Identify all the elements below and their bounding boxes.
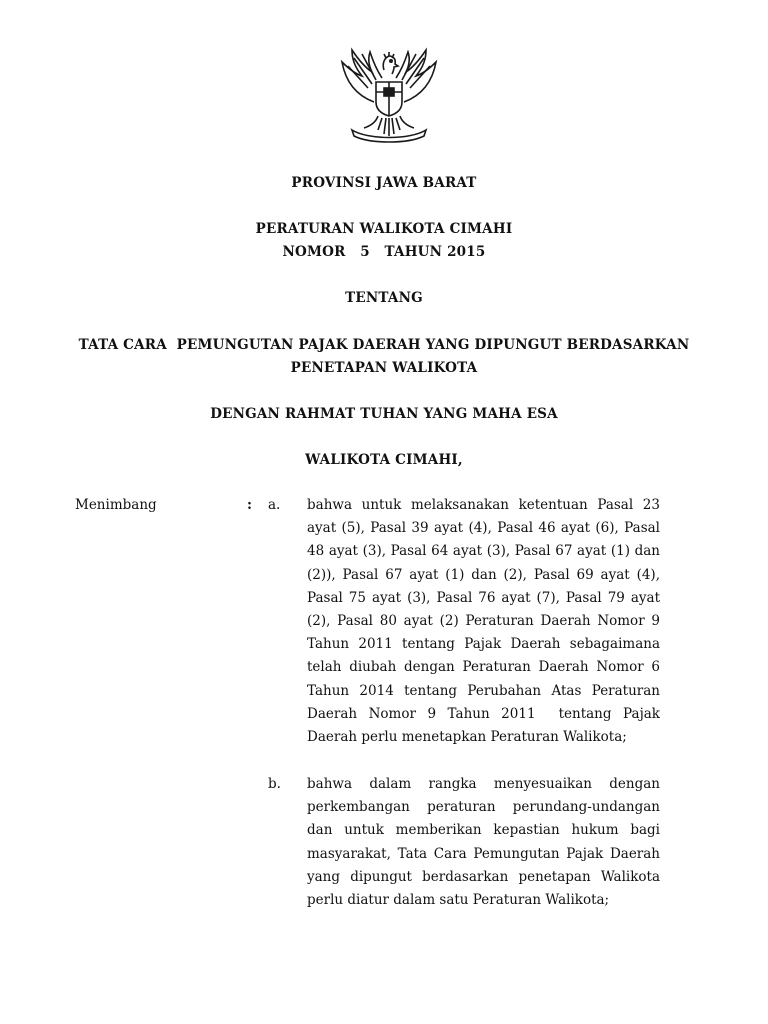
province-title: PROVINSI JAWA BARAT bbox=[291, 175, 477, 191]
mayor-heading: WALIKOTA CIMAHI, bbox=[305, 452, 463, 468]
blessing-line: DENGAN RAHMAT TUHAN YANG MAHA ESA bbox=[210, 406, 558, 422]
considering-colon: : bbox=[247, 497, 252, 513]
regulation-title: PERATURAN WALIKOTA CIMAHI bbox=[255, 221, 513, 237]
item-b-letter: b. bbox=[268, 776, 281, 792]
considering-label: Menimbang bbox=[75, 497, 157, 513]
regulation-number: NOMOR 5 TAHUN 2015 bbox=[282, 244, 486, 260]
about-heading: TENTANG bbox=[345, 290, 423, 306]
item-a-letter: a. bbox=[268, 497, 281, 513]
title-line-2: PENETAPAN WALIKOTA bbox=[290, 360, 478, 376]
title-line-1: TATA CARA PEMUNGUTAN PAJAK DAERAH YANG DIPUNGUT BERDASARKAN bbox=[78, 337, 690, 353]
garuda-emblem-icon bbox=[338, 44, 440, 144]
item-a-text: bahwa untuk melaksanakan ketentuan Pasal 23 ayat (5), Pasal 39 ayat (4), Pasal 46 ayat (6), Pasal 48 ayat (3), Pasal 64 ayat (3), Pasal 67 ayat (1) dan (2)), Pasal 67 ayat (1) dan (2), Pasal 69 ayat (4), Pasal 75 ayat (3), Pasal 76 ayat (7), Pasal 79 ayat (2), Pasal 80 ayat (2) Peraturan Daerah Nomor 9 Tahun 2011 tentang Pajak Daerah sebagaimana telah diubah dengan Peraturan Daerah Nomor 6 Tahun 2014 tentang Perubahan Atas Peraturan Daerah Nomor 9 Tahun 2011 tentang Pajak Daerah perlu menetapkan Peraturan Walikota; bbox=[307, 497, 665, 746]
item-b-text: bahwa dalam rangka menyesuaikan dengan perkembangan peraturan perundang-undangan dan untuk memberikan kepastian hukum bagi masyarakat, Tata Cara Pemungutan Pajak Daerah yang dipungut berdasarkan penetapan Walikota perlu diatur dalam satu Peraturan Walikota; bbox=[307, 776, 660, 909]
